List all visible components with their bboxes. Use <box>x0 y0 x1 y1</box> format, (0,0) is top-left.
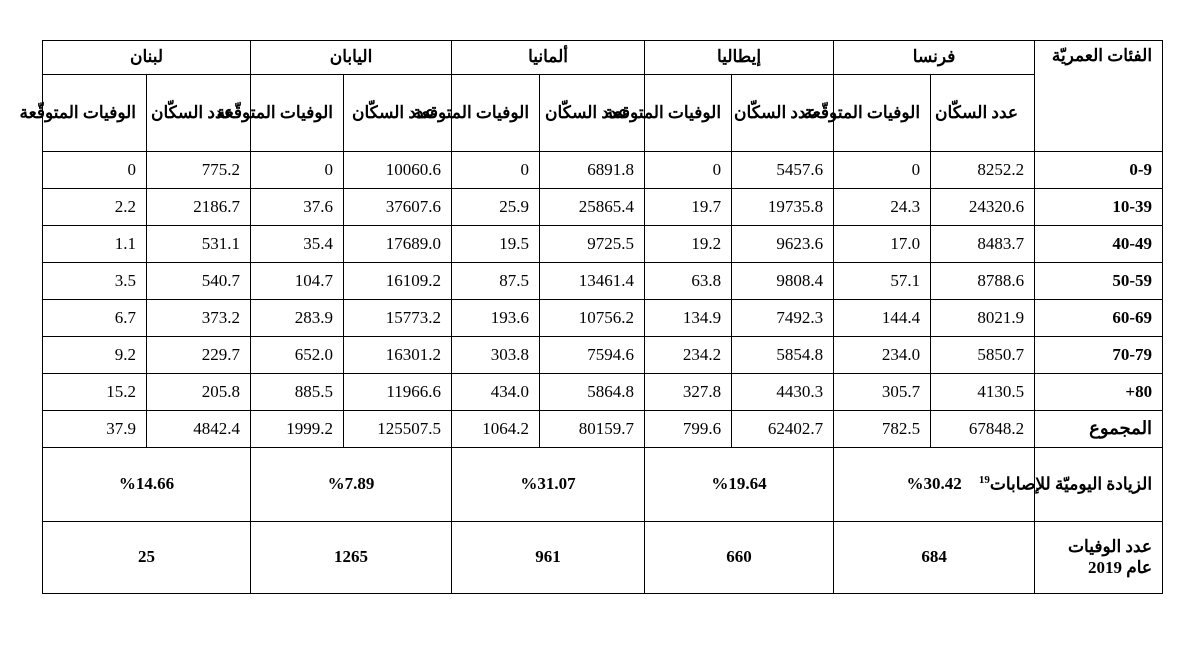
population-cell: 4130.5 <box>931 374 1035 411</box>
age-group-label: 10-39 <box>1035 189 1163 226</box>
subheader-population: عدد السكّان <box>540 75 645 152</box>
population-cell: 10756.2 <box>540 300 645 337</box>
expected-deaths-cell: 24.3 <box>834 189 931 226</box>
daily-increase-value: %14.66 <box>43 448 251 522</box>
expected-deaths-cell: 19.2 <box>645 226 732 263</box>
population-cell: 6891.8 <box>540 152 645 189</box>
country-header-germany: ألمانيا <box>452 41 645 75</box>
deaths-2019-value: 25 <box>43 522 251 594</box>
population-cell: 37607.6 <box>344 189 452 226</box>
total-label: المجموع <box>1035 411 1163 448</box>
deaths-2019-value: 660 <box>645 522 834 594</box>
population-total-cell: 62402.7 <box>732 411 834 448</box>
daily-increase-label-text: الزيادة اليوميّة للإصابات <box>989 474 1153 494</box>
population-total-cell: 4842.4 <box>147 411 251 448</box>
expected-deaths-cell: 305.7 <box>834 374 931 411</box>
expected-deaths-cell: 19.7 <box>645 189 732 226</box>
population-cell: 10060.6 <box>344 152 452 189</box>
expected-deaths-total-cell: 799.6 <box>645 411 732 448</box>
expected-deaths-cell: 17.0 <box>834 226 931 263</box>
expected-deaths-total-cell: 37.9 <box>43 411 147 448</box>
population-cell: 4430.3 <box>732 374 834 411</box>
age-group-label: 60-69 <box>1035 300 1163 337</box>
population-cell: 9623.6 <box>732 226 834 263</box>
population-cell: 5854.8 <box>732 337 834 374</box>
expected-deaths-cell: 283.9 <box>251 300 344 337</box>
table-row <box>43 300 1163 337</box>
expected-deaths-cell: 193.6 <box>452 300 540 337</box>
daily-increase-value: %30.42 <box>834 448 1035 522</box>
population-total-cell: 67848.2 <box>931 411 1035 448</box>
daily-increase-value: %31.07 <box>452 448 645 522</box>
expected-deaths-cell: 3.5 <box>43 263 147 300</box>
country-header-japan: اليابان <box>251 41 452 75</box>
expected-deaths-cell: 104.7 <box>251 263 344 300</box>
expected-deaths-cell: 885.5 <box>251 374 344 411</box>
expected-deaths-cell: 9.2 <box>43 337 147 374</box>
header-row-subheaders <box>43 75 1163 152</box>
population-cell: 15773.2 <box>344 300 452 337</box>
expected-deaths-cell: 2.2 <box>43 189 147 226</box>
expected-deaths-cell: 57.1 <box>834 263 931 300</box>
expected-deaths-cell: 234.2 <box>645 337 732 374</box>
population-deaths-table <box>19 40 1163 594</box>
population-cell: 7492.3 <box>732 300 834 337</box>
population-cell: 229.7 <box>147 337 251 374</box>
total-row <box>43 411 1163 448</box>
country-header-italy: إيطاليا <box>645 41 834 75</box>
daily-increase-label <box>978 448 1163 522</box>
subheader-expected-deaths: الوفيات المتوقّعة <box>251 75 344 152</box>
deaths-2019-label-line1: عدد الوفيات <box>1068 537 1153 557</box>
population-cell: 5457.6 <box>732 152 834 189</box>
expected-deaths-cell: 35.4 <box>251 226 344 263</box>
expected-deaths-cell: 234.0 <box>834 337 931 374</box>
expected-deaths-cell: 652.0 <box>251 337 344 374</box>
population-cell: 9725.5 <box>540 226 645 263</box>
subheader-expected-deaths: الوفيات المتوقّعة <box>43 75 147 152</box>
population-cell: 19735.8 <box>732 189 834 226</box>
population-total-cell: 80159.7 <box>540 411 645 448</box>
header-row-countries <box>43 41 1163 75</box>
subheader-population: عدد السكّان <box>732 75 834 152</box>
subheader-expected-deaths: الوفيات المتوقعة <box>452 75 540 152</box>
expected-deaths-cell: 0 <box>251 152 344 189</box>
population-cell: 8483.7 <box>931 226 1035 263</box>
population-cell: 8021.9 <box>931 300 1035 337</box>
expected-deaths-cell: 25.9 <box>452 189 540 226</box>
expected-deaths-cell: 0 <box>452 152 540 189</box>
population-cell: 7594.6 <box>540 337 645 374</box>
expected-deaths-cell: 15.2 <box>43 374 147 411</box>
expected-deaths-cell: 87.5 <box>452 263 540 300</box>
expected-deaths-cell: 134.9 <box>645 300 732 337</box>
population-cell: 25865.4 <box>540 189 645 226</box>
population-cell: 17689.0 <box>344 226 452 263</box>
deaths-2019-label-line2: عام 2019 <box>1087 557 1153 577</box>
subheader-population: عدد السكّان <box>147 75 251 152</box>
daily-increase-row <box>43 448 1163 522</box>
population-cell: 540.7 <box>147 263 251 300</box>
population-total-cell: 125507.5 <box>344 411 452 448</box>
population-cell: 8252.2 <box>931 152 1035 189</box>
age-group-label: 0-9 <box>1035 152 1163 189</box>
expected-deaths-cell: 6.7 <box>43 300 147 337</box>
age-group-label: 50-59 <box>1035 263 1163 300</box>
expected-deaths-cell: 19.5 <box>452 226 540 263</box>
population-cell: 2186.7 <box>147 189 251 226</box>
deaths-2019-label <box>1035 522 1163 594</box>
population-cell: 5850.7 <box>931 337 1035 374</box>
population-cell: 13461.4 <box>540 263 645 300</box>
expected-deaths-cell: 37.6 <box>251 189 344 226</box>
expected-deaths-cell: 63.8 <box>645 263 732 300</box>
expected-deaths-total-cell: 782.5 <box>834 411 931 448</box>
population-cell: 11966.6 <box>344 374 452 411</box>
table-row <box>43 152 1163 189</box>
expected-deaths-total-cell: 1064.2 <box>452 411 540 448</box>
population-cell: 8788.6 <box>931 263 1035 300</box>
subheader-population: عدد السكّان <box>344 75 452 152</box>
deaths-2019-value: 1265 <box>251 522 452 594</box>
table-row <box>43 263 1163 300</box>
deaths-2019-row <box>43 522 1163 594</box>
footnote-marker: 19 <box>978 473 990 486</box>
population-cell: 5864.8 <box>540 374 645 411</box>
subheader-expected-deaths: الوفيات المتوقّعة <box>834 75 931 152</box>
expected-deaths-cell: 327.8 <box>645 374 732 411</box>
population-cell: 373.2 <box>147 300 251 337</box>
deaths-2019-value: 684 <box>834 522 1035 594</box>
country-header-france: فرنسا <box>834 41 1035 75</box>
subheader-expected-deaths: الوفيات المتوقعة <box>645 75 732 152</box>
population-cell: 16109.2 <box>344 263 452 300</box>
expected-deaths-cell: 1.1 <box>43 226 147 263</box>
age-category-header: الفئات العمريّة <box>1035 41 1163 152</box>
population-cell: 9808.4 <box>732 263 834 300</box>
table-row <box>43 374 1163 411</box>
population-cell: 24320.6 <box>931 189 1035 226</box>
expected-deaths-cell: 144.4 <box>834 300 931 337</box>
age-group-label: 70-79 <box>1035 337 1163 374</box>
expected-deaths-cell: 0 <box>834 152 931 189</box>
daily-increase-value: %7.89 <box>251 448 452 522</box>
table-row <box>43 337 1163 374</box>
country-header-lebanon: لبنان <box>43 41 251 75</box>
table-row <box>43 226 1163 263</box>
population-cell: 531.1 <box>147 226 251 263</box>
expected-deaths-cell: 434.0 <box>452 374 540 411</box>
population-cell: 16301.2 <box>344 337 452 374</box>
expected-deaths-cell: 0 <box>43 152 147 189</box>
expected-deaths-cell: 0 <box>645 152 732 189</box>
table-row <box>43 189 1163 226</box>
age-group-label: 80+ <box>1035 374 1163 411</box>
deaths-2019-value: 961 <box>452 522 645 594</box>
age-group-label: 40-49 <box>1035 226 1163 263</box>
daily-increase-value: %19.64 <box>645 448 834 522</box>
population-cell: 775.2 <box>147 152 251 189</box>
population-cell: 205.8 <box>147 374 251 411</box>
expected-deaths-cell: 303.8 <box>452 337 540 374</box>
subheader-population: عدد السكّان <box>931 75 1035 152</box>
expected-deaths-total-cell: 1999.2 <box>251 411 344 448</box>
